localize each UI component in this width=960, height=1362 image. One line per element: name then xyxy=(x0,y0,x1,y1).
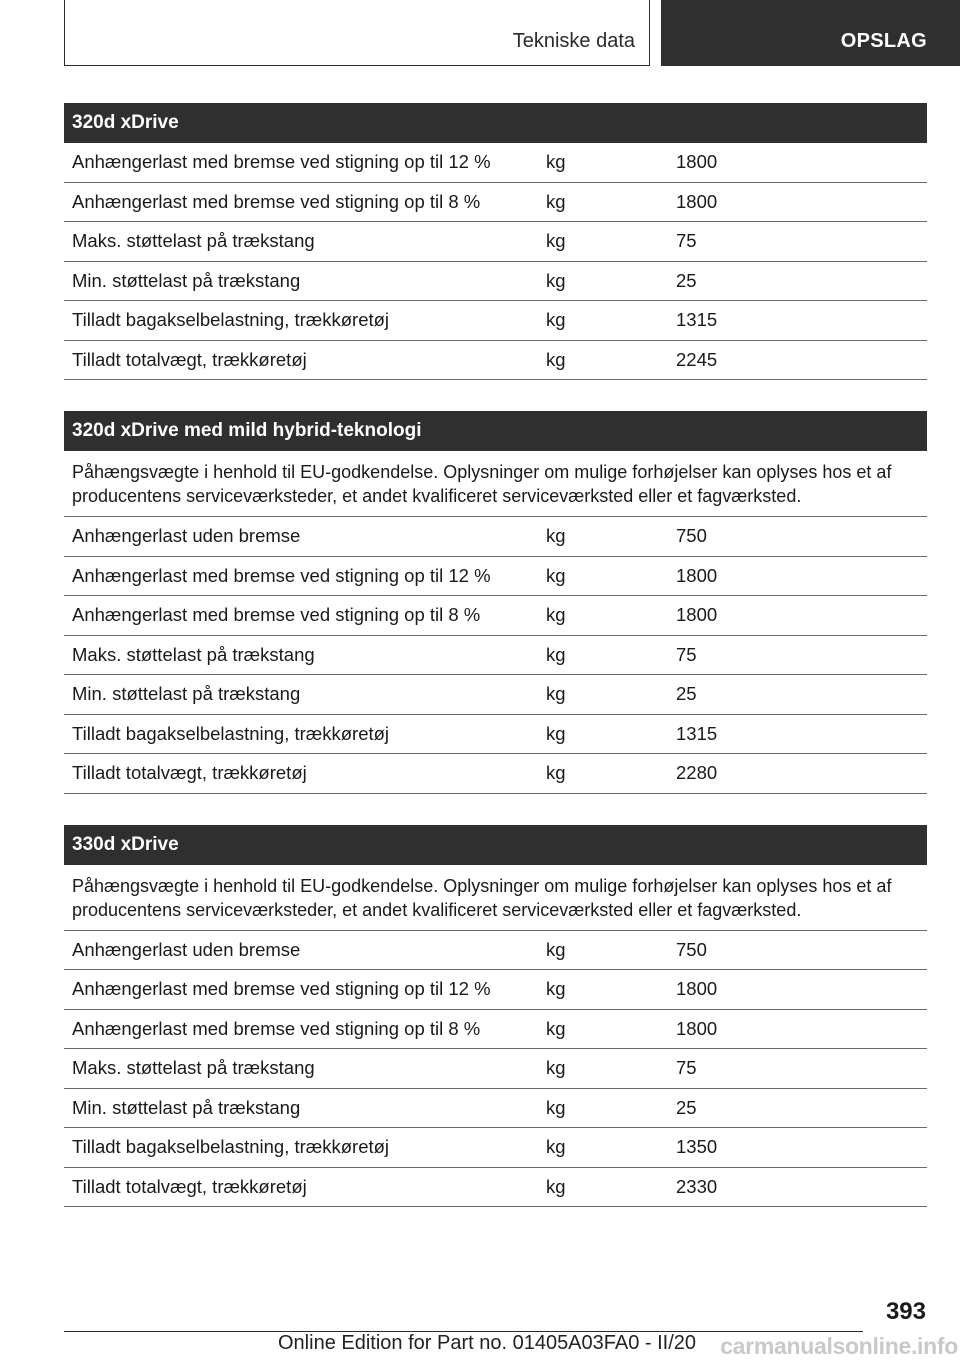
row-unit: kg xyxy=(546,683,566,705)
table-row xyxy=(64,675,927,715)
row-label: Anhængerlast uden bremse xyxy=(72,525,301,547)
table-row xyxy=(64,715,927,755)
row-value: 2245 xyxy=(676,348,718,370)
section-heading: 320d xDrive med mild hybrid-teknologi xyxy=(64,411,927,451)
section-heading: 330d xDrive xyxy=(64,825,927,865)
table-row xyxy=(64,557,927,597)
row-value: 1315 xyxy=(676,309,718,331)
watermark-logo: carmanualsonline.info xyxy=(720,1333,958,1359)
row-value: 1800 xyxy=(676,978,718,1000)
chapter-tab xyxy=(64,0,650,66)
row-value: 75 xyxy=(676,1057,697,1079)
row-unit: kg xyxy=(546,230,566,252)
spec-section xyxy=(64,103,927,380)
section-title: OPSLAG xyxy=(840,30,927,52)
table-row xyxy=(64,1049,927,1089)
table-row xyxy=(64,754,927,794)
row-unit: kg xyxy=(546,978,566,1000)
row-label: Anhængerlast med bremse ved stigning op til 8 % xyxy=(72,1017,481,1039)
row-unit: kg xyxy=(546,1057,566,1079)
row-value: 1800 xyxy=(676,564,718,586)
row-value: 750 xyxy=(676,938,707,960)
row-unit: kg xyxy=(546,762,566,784)
row-value: 1800 xyxy=(676,1017,718,1039)
row-label: Tilladt bagakselbelastning, trækkøretøj xyxy=(72,309,390,331)
row-unit: kg xyxy=(546,1136,566,1158)
row-label: Min. støttelast på trækstang xyxy=(72,269,301,291)
table-row xyxy=(64,301,927,341)
table-row xyxy=(64,1128,927,1168)
edition-footer: Online Edition for Part no. 01405A03FA0 - II/20 xyxy=(278,1332,697,1354)
row-value: 1800 xyxy=(676,604,718,626)
section-heading: 320d xDrive xyxy=(64,103,927,143)
row-value: 25 xyxy=(676,683,697,705)
row-label: Maks. støttelast på trækstang xyxy=(72,230,315,252)
row-label: Tilladt bagakselbelastning, trækkøretøj xyxy=(72,1136,390,1158)
spec-content xyxy=(64,103,927,1238)
row-value: 25 xyxy=(676,1096,697,1118)
table-row xyxy=(64,222,927,262)
row-unit: kg xyxy=(546,604,566,626)
row-unit: kg xyxy=(546,525,566,547)
chapter-title: Tekniske data xyxy=(512,30,635,52)
row-label: Anhængerlast med bremse ved stigning op til 12 % xyxy=(72,978,491,1000)
row-value: 75 xyxy=(676,643,697,665)
table-row xyxy=(64,262,927,302)
row-label: Tilladt totalvægt, trækkøretøj xyxy=(72,348,307,370)
row-label: Anhængerlast med bremse ved stigning op til 8 % xyxy=(72,604,481,626)
row-value: 1800 xyxy=(676,151,718,173)
table-row xyxy=(64,1089,927,1129)
row-unit: kg xyxy=(546,309,566,331)
row-unit: kg xyxy=(546,938,566,960)
row-value: 2280 xyxy=(676,762,718,784)
row-unit: kg xyxy=(546,643,566,665)
row-label: Anhængerlast med bremse ved stigning op til 8 % xyxy=(72,190,481,212)
row-unit: kg xyxy=(546,190,566,212)
table-row xyxy=(64,596,927,636)
page-header xyxy=(0,0,960,66)
section-note: Påhængsvægte i henhold til EU-godkendelse. Oplysninger om mulige forhøjelser kan oplyses hos et af producentens serviceværksteder, et andet kvalificeret serviceværksted eller et fagværksted. xyxy=(64,451,927,517)
row-value: 25 xyxy=(676,269,697,291)
row-value: 1800 xyxy=(676,190,718,212)
section-note: Påhængsvægte i henhold til EU-godkendelse. Oplysninger om mulige forhøjelser kan oplyses hos et af producentens serviceværksteder, et andet kvalificeret serviceværksted eller et fagværksted. xyxy=(64,865,927,931)
row-unit: kg xyxy=(546,269,566,291)
row-label: Maks. støttelast på trækstang xyxy=(72,1057,315,1079)
table-row xyxy=(64,517,927,557)
table-row xyxy=(64,183,927,223)
row-value: 2330 xyxy=(676,1175,718,1197)
table-row xyxy=(64,341,927,381)
row-unit: kg xyxy=(546,1175,566,1197)
spec-section xyxy=(64,411,927,794)
row-label: Min. støttelast på trækstang xyxy=(72,683,301,705)
table-row xyxy=(64,636,927,676)
row-label: Tilladt bagakselbelastning, trækkøretøj xyxy=(72,722,390,744)
row-unit: kg xyxy=(546,348,566,370)
table-row xyxy=(64,143,927,183)
row-label: Tilladt totalvægt, trækkøretøj xyxy=(72,1175,307,1197)
row-label: Tilladt totalvægt, trækkøretøj xyxy=(72,762,307,784)
row-value: 75 xyxy=(676,230,697,252)
page-number: 393 xyxy=(885,1298,926,1325)
section-tab xyxy=(661,0,960,66)
table-row xyxy=(64,931,927,971)
row-label: Anhængerlast uden bremse xyxy=(72,938,301,960)
row-value: 1315 xyxy=(676,722,718,744)
row-value: 1350 xyxy=(676,1136,718,1158)
spec-section xyxy=(64,825,927,1208)
row-label: Maks. støttelast på trækstang xyxy=(72,643,315,665)
table-row xyxy=(64,1010,927,1050)
row-label: Min. støttelast på trækstang xyxy=(72,1096,301,1118)
row-unit: kg xyxy=(546,151,566,173)
row-label: Anhængerlast med bremse ved stigning op til 12 % xyxy=(72,151,491,173)
row-unit: kg xyxy=(546,564,566,586)
row-unit: kg xyxy=(546,1096,566,1118)
row-label: Anhængerlast med bremse ved stigning op til 12 % xyxy=(72,564,491,586)
row-unit: kg xyxy=(546,1017,566,1039)
row-value: 750 xyxy=(676,525,707,547)
row-unit: kg xyxy=(546,722,566,744)
table-row xyxy=(64,970,927,1010)
table-row xyxy=(64,1168,927,1208)
